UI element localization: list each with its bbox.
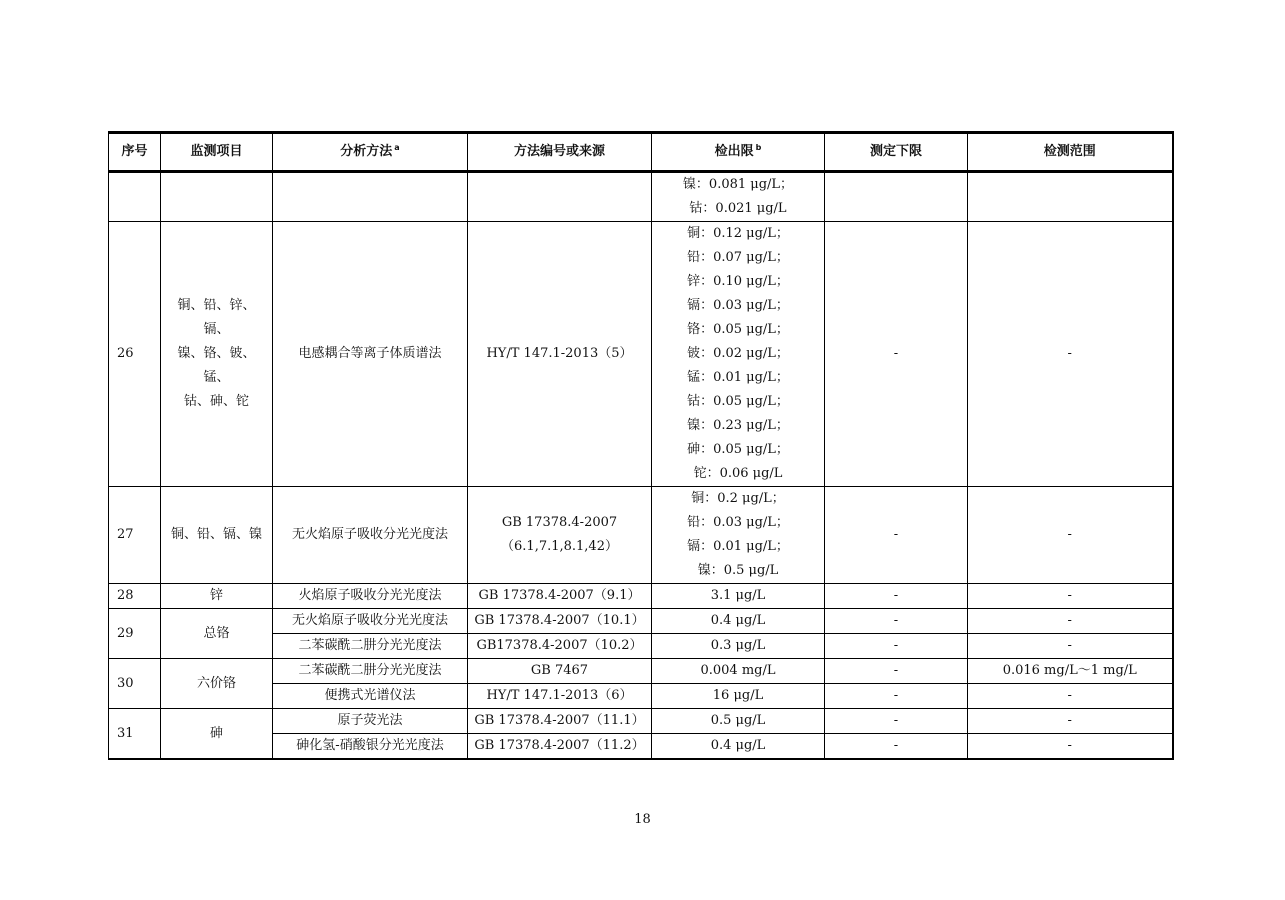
cell-lower: - xyxy=(825,609,968,634)
cell-method: 火焰原子吸收分光光度法 xyxy=(273,584,468,609)
cell-source: GB 17378.4-2007（9.1） xyxy=(468,584,652,609)
limit-line: 铜：0.2 μg/L； xyxy=(691,491,785,506)
table-row-30a xyxy=(109,659,1173,684)
cell-limit: 3.1 μg/L xyxy=(652,584,825,609)
table-row-28 xyxy=(109,584,1173,609)
cell-item: 锌 xyxy=(161,584,273,609)
cell-limit xyxy=(652,487,825,584)
cell-item xyxy=(161,172,273,222)
header-method-text: 分析方法 xyxy=(340,144,393,159)
limit-line: 镍：0.081 μg/L； xyxy=(682,177,794,192)
cell-seq: 29 xyxy=(109,609,161,659)
footnote-b: b xyxy=(755,142,762,152)
cell-method: 砷化氢-硝酸银分光光度法 xyxy=(273,734,468,760)
limit-line: 铜：0.12 μg/L； xyxy=(687,226,789,241)
limit-line: 铍：0.02 μg/L； xyxy=(687,346,789,361)
cell-lower: - xyxy=(825,734,968,760)
cell-range: - xyxy=(968,487,1173,584)
page-number: 18 xyxy=(634,812,651,827)
cell-source xyxy=(468,172,652,222)
limit-line: 锰：0.01 μg/L； xyxy=(687,370,789,385)
cell-range xyxy=(968,172,1173,222)
item-line: 铜、铅、锌、镉、 xyxy=(177,298,256,337)
limit-line: 铅：0.03 μg/L； xyxy=(687,515,789,530)
cell-lower: - xyxy=(825,659,968,684)
cell-seq: 27 xyxy=(109,487,161,584)
header-limit xyxy=(652,133,825,172)
header-source: 方法编号或来源 xyxy=(468,133,652,172)
cell-range: - xyxy=(968,684,1173,709)
cell-item: 六价铬 xyxy=(161,659,273,709)
source-line: （6.1,7.1,8.1,42） xyxy=(501,539,618,554)
limit-line: 镍：0.5 μg/L xyxy=(697,563,779,578)
cell-method xyxy=(273,172,468,222)
cell-source: HY/T 147.1-2013（6） xyxy=(468,684,652,709)
header-limit-text: 检出限 xyxy=(714,144,754,159)
cell-seq: 28 xyxy=(109,584,161,609)
cell-limit xyxy=(652,222,825,487)
cell-method: 无火焰原子吸收分光光度法 xyxy=(273,487,468,584)
header-method xyxy=(273,133,468,172)
limit-line: 镍：0.23 μg/L； xyxy=(687,418,789,433)
cell-range: 0.016 mg/L～1 mg/L xyxy=(968,659,1173,684)
table-row-31a xyxy=(109,709,1173,734)
item-line: 钴、砷、铊 xyxy=(183,394,249,409)
limit-line: 铬：0.05 μg/L； xyxy=(687,322,789,337)
cell-limit: 0.3 μg/L xyxy=(652,634,825,659)
cell-source: GB 17378.4-2007（11.2） xyxy=(468,734,652,760)
limit-line: 铊：0.06 μg/L xyxy=(693,466,783,481)
limit-line: 铅：0.07 μg/L； xyxy=(687,250,789,265)
item-line: 镍、铬、铍、锰、 xyxy=(177,346,256,385)
cell-range: - xyxy=(968,609,1173,634)
cell-seq: 30 xyxy=(109,659,161,709)
cell-range: - xyxy=(968,584,1173,609)
cell-method: 电感耦合等离子体质谱法 xyxy=(273,222,468,487)
cell-method: 二苯碳酰二肼分光光度法 xyxy=(273,634,468,659)
cell-limit: 0.004 mg/L xyxy=(652,659,825,684)
header-row xyxy=(109,133,1173,172)
cell-source: GB17378.4-2007（10.2） xyxy=(468,634,652,659)
header-seq: 序号 xyxy=(109,133,161,172)
cell-seq xyxy=(109,172,161,222)
cell-source: HY/T 147.1-2013（5） xyxy=(468,222,652,487)
limit-line: 砷：0.05 μg/L； xyxy=(687,442,789,457)
cell-item: 总铬 xyxy=(161,609,273,659)
table-row-26 xyxy=(109,222,1173,487)
cell-lower: - xyxy=(825,584,968,609)
cell-lower: - xyxy=(825,634,968,659)
header-lower: 测定下限 xyxy=(825,133,968,172)
cell-item xyxy=(161,222,273,487)
cell-range: - xyxy=(968,222,1173,487)
cell-lower: - xyxy=(825,222,968,487)
cell-item: 砷 xyxy=(161,709,273,760)
footnote-a: a xyxy=(394,142,400,152)
cell-limit: 0.4 μg/L xyxy=(652,609,825,634)
cell-limit: 0.5 μg/L xyxy=(652,709,825,734)
cell-lower: - xyxy=(825,487,968,584)
cell-source: GB 17378.4-2007（10.1） xyxy=(468,609,652,634)
cell-limit: 0.4 μg/L xyxy=(652,734,825,760)
cell-item: 铜、铅、镉、镍 xyxy=(161,487,273,584)
limit-line: 锌：0.10 μg/L； xyxy=(687,274,789,289)
cell-method: 无火焰原子吸收分光光度法 xyxy=(273,609,468,634)
cell-method: 二苯碳酰二肼分光光度法 xyxy=(273,659,468,684)
monitoring-methods-table xyxy=(108,131,1174,760)
table-row-continued xyxy=(109,172,1173,222)
cell-range: - xyxy=(968,709,1173,734)
cell-lower xyxy=(825,172,968,222)
source-line: GB 17378.4-2007 xyxy=(501,515,618,530)
table-row-29a xyxy=(109,609,1173,634)
cell-method: 原子荧光法 xyxy=(273,709,468,734)
cell-lower: - xyxy=(825,684,968,709)
cell-lower: - xyxy=(825,709,968,734)
cell-limit xyxy=(652,172,825,222)
cell-seq: 31 xyxy=(109,709,161,760)
limit-line: 镉：0.01 μg/L； xyxy=(687,539,789,554)
cell-seq: 26 xyxy=(109,222,161,487)
limit-line: 钴：0.021 μg/L xyxy=(689,201,787,216)
header-range: 检测范围 xyxy=(968,133,1173,172)
cell-range: - xyxy=(968,634,1173,659)
limit-line: 钴：0.05 μg/L； xyxy=(687,394,789,409)
cell-range: - xyxy=(968,734,1173,760)
cell-source: GB 17378.4-2007（11.1） xyxy=(468,709,652,734)
cell-limit: 16 μg/L xyxy=(652,684,825,709)
table-row-27 xyxy=(109,487,1173,584)
header-item: 监测项目 xyxy=(161,133,273,172)
limit-line: 镉：0.03 μg/L； xyxy=(687,298,789,313)
cell-source xyxy=(468,487,652,584)
cell-source: GB 7467 xyxy=(468,659,652,684)
cell-method: 便携式光谱仪法 xyxy=(273,684,468,709)
